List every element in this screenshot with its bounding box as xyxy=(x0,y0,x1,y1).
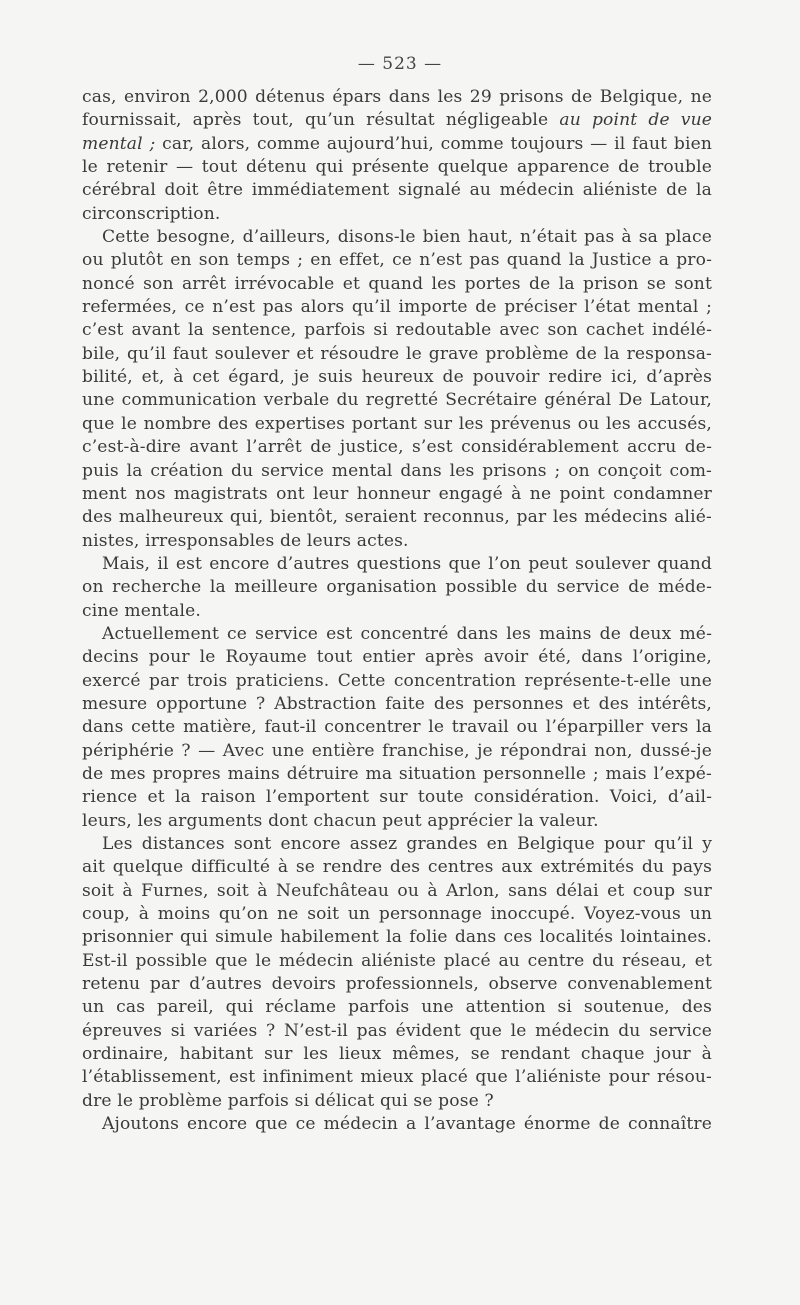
line-text: noncé son arrêt irrévocable et quand les portes de la prison se sont xyxy=(82,273,712,294)
line-text: dre le problème parfois si délicat qui se pose ? xyxy=(82,1090,494,1111)
line-text: que le nombre des expertises portant sur les prévenus ou les accusés, xyxy=(82,413,712,434)
text-line xyxy=(82,786,712,809)
line-text: Cette besogne, d’ailleurs, disons-le bien haut, n’était pas à sa place xyxy=(102,227,712,248)
italic-text: au point de vue xyxy=(559,110,712,131)
line-text: refermées, ce n’est pas alors qu’il importe de préciser l’état mental ; xyxy=(82,297,712,318)
line-text: rience et la raison l’emportent sur toute considération. Voici, d’ail- xyxy=(82,787,712,808)
line-text: circonscription. xyxy=(82,203,221,224)
line-text: ait quelque difficulté à se rendre des centres aux extrémités du pays xyxy=(82,857,712,878)
text-line xyxy=(82,1020,712,1043)
line-text: prisonnier qui simule habilement la folie dans ces localités lointaines. xyxy=(82,927,712,948)
body-text xyxy=(82,86,712,1136)
line-text: c’est avant la sentence, parfois si redoutable avec son cachet indélé- xyxy=(82,320,712,341)
line-text: exercé par trois praticiens. Cette concentration représente-t-elle une xyxy=(82,670,712,691)
text-line xyxy=(82,530,712,553)
line-text: périphérie ? — Avec une entière franchise, je répondrai non, dussé-je xyxy=(82,740,712,761)
text-line xyxy=(82,133,712,156)
line-text: car, alors, comme aujourd’hui, comme toujours — il faut bien xyxy=(155,133,712,154)
line-text: coup, à moins qu’on ne soit un personnage inoccupé. Voyez-vous un xyxy=(82,904,712,925)
line-text: c’est-à-dire avant l’arrêt de justice, s’est considérablement accru de- xyxy=(82,437,712,458)
line-text: nistes, irresponsables de leurs actes. xyxy=(82,530,409,551)
line-text: Est-il possible que le médecin aliéniste placé au centre du réseau, et xyxy=(82,950,712,971)
line-text: l’établissement, est infiniment mieux placé que l’aliéniste pour résou- xyxy=(82,1067,712,1088)
text-line xyxy=(82,810,712,833)
text-line xyxy=(82,973,712,996)
text-line xyxy=(82,179,712,202)
line-text: retenu par d’autres devoirs professionnels, observe convenablement xyxy=(82,974,712,995)
text-line xyxy=(82,1043,712,1066)
text-line xyxy=(82,389,712,412)
line-text: bilité, et, à cet égard, je suis heureux de pouvoir redire ici, d’après xyxy=(82,367,712,388)
text-line xyxy=(82,86,712,109)
line-text: soit à Furnes, soit à Neufchâteau ou à Arlon, sans délai et coup sur xyxy=(82,880,712,901)
text-line xyxy=(82,249,712,272)
line-text: cas, environ 2,000 détenus épars dans les 29 prisons de Belgique, ne xyxy=(82,87,712,107)
line-text: ment nos magistrats ont leur honneur engagé à ne point condamner xyxy=(82,483,712,504)
text-line xyxy=(82,343,712,366)
text-line xyxy=(82,600,712,623)
text-line xyxy=(82,1113,712,1136)
text-line xyxy=(82,553,712,576)
text-line xyxy=(82,319,712,342)
line-text: decins pour le Royaume tout entier après avoir été, dans l’origine, xyxy=(82,647,712,668)
text-line xyxy=(82,623,712,646)
line-text: un cas pareil, qui réclame parfois une attention si soutenue, des xyxy=(82,997,712,1018)
line-text: ou plutôt en son temps ; en effet, ce n’est pas quand la Justice a pro- xyxy=(82,250,712,271)
line-text: fournissait, après tout, qu’un résultat négligeable xyxy=(82,110,560,131)
text-line xyxy=(82,1066,712,1089)
text-line xyxy=(82,880,712,903)
line-text: de mes propres mains détruire ma situation personnelle ; mais l’expé- xyxy=(82,763,712,784)
text-line xyxy=(82,646,712,669)
text-line xyxy=(82,413,712,436)
line-text: Mais, il est encore d’autres questions que l’on peut soulever quand xyxy=(102,553,712,574)
line-text: puis la création du service mental dans les prisons ; on conçoit com- xyxy=(82,460,712,481)
line-text: dans cette matière, faut-il concentrer le travail ou l’éparpiller vers la xyxy=(82,717,712,738)
line-text: cine mentale. xyxy=(82,600,201,621)
line-text: des malheureux qui, bientôt, seraient reconnus, par les médecins alié- xyxy=(82,507,712,528)
page-number: — 523 — xyxy=(357,54,443,74)
line-text: cérébral doit être immédiatement signalé au médecin aliéniste de la xyxy=(82,180,712,201)
italic-text: mental ; xyxy=(82,133,156,154)
line-text: on recherche la meilleure organisation possible du service de méde- xyxy=(82,577,712,598)
line-text: le retenir — tout détenu qui présente quelque apparence de trouble xyxy=(82,157,712,178)
text-line xyxy=(82,856,712,879)
text-line xyxy=(82,763,712,786)
text-line xyxy=(82,740,712,763)
text-line xyxy=(82,670,712,693)
text-line xyxy=(82,950,712,973)
text-line xyxy=(82,109,712,132)
text-line xyxy=(82,926,712,949)
text-line xyxy=(82,903,712,926)
text-line xyxy=(82,693,712,716)
text-line xyxy=(82,996,712,1019)
text-line xyxy=(82,296,712,319)
line-text: ordinaire, habitant sur les lieux mêmes, se rendant chaque jour à xyxy=(82,1044,712,1065)
text-line xyxy=(82,436,712,459)
line-text: une communication verbale du regretté Secrétaire général De Latour, xyxy=(82,390,712,411)
text-line xyxy=(82,226,712,249)
text-line xyxy=(82,483,712,506)
text-line xyxy=(82,1090,712,1113)
line-text: épreuves si variées ? N’est-il pas évident que le médecin du service xyxy=(82,1020,712,1041)
line-text: bile, qu’il faut soulever et résoudre le grave problème de la responsa- xyxy=(82,343,712,364)
text-line xyxy=(82,716,712,739)
line-text: Actuellement ce service est concentré dans les mains de deux mé- xyxy=(102,623,712,644)
text-line xyxy=(82,203,712,226)
text-line xyxy=(82,156,712,179)
text-line xyxy=(82,273,712,296)
text-line xyxy=(82,506,712,529)
text-line xyxy=(82,366,712,389)
text-line xyxy=(82,460,712,483)
line-text: leurs, les arguments dont chacun peut apprécier la valeur. xyxy=(82,810,599,831)
text-line xyxy=(82,833,712,856)
line-text: mesure opportune ? Abstraction faite des personnes et des intérêts, xyxy=(82,693,712,714)
line-text: Les distances sont encore assez grandes en Belgique pour qu’il y xyxy=(102,834,712,854)
text-line xyxy=(82,576,712,599)
line-text: Ajoutons encore que ce médecin a l’avantage énorme de connaître xyxy=(102,1114,712,1135)
